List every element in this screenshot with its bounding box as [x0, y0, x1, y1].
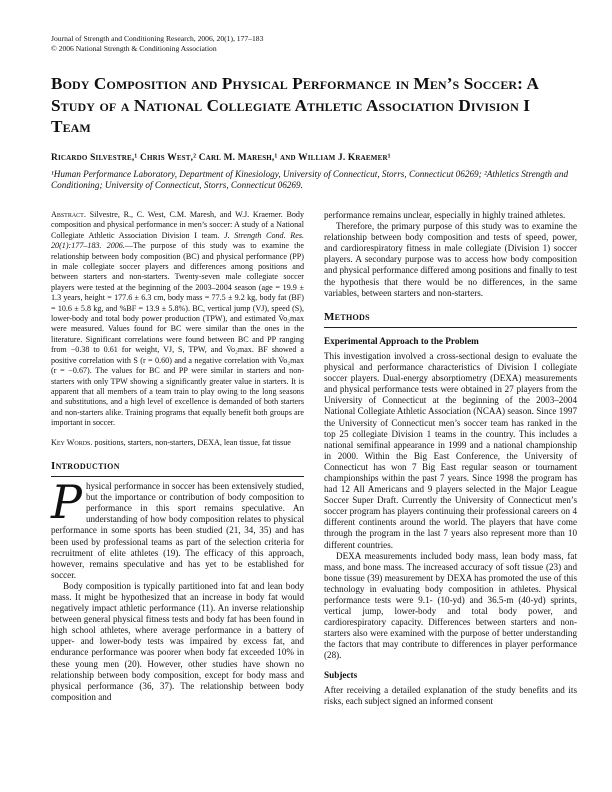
subjects-paragraph: After receiving a detailed explanation of the study benefits and its risks, each subject signed an informed consent [324, 684, 577, 706]
methods-paragraph-1: This investigation involved a cross-sectional design to evaluate the physical and performance characteristics of Division I collegiate soccer players. Dual-energy absorptiometry (DEXA) measurements and physical performance tests were obtained in 27 players from the University of Connecticut at the beginning of the 2003–2004 National Collegiate Athletic Association (NCAA) season. Since 1997 the University of Connecticut men’s soccer team has ranked in the top 25 collegiate Division 1 teams in the country. This includes a national semifinal appearance in 1999 and a national championship in 2000. Within the Big East Conference, the University of Connecticut has won 7 Big East regular season or tournament championships within the past 7 years. Since 1998 the program has had 12 All Americans and 9 players selected in the Major League Soccer Super Draft. Currently the University of Connecticut men’s soccer program has players continuing their professional careers on 4 different continents around the world. The players that have come through the program in the last 7 years also represent more than 10 different countries. [324, 350, 577, 550]
author-list: Ricardo Silvestre,¹ Chris West,² Carl M. Maresh,¹ and William J. Kraemer¹ [51, 153, 391, 163]
copyright-line: © 2006 National Strength & Conditioning Association [51, 44, 217, 53]
intro-paragraph-2: Body composition is typically partitioned into fat and lean body mass. It might be hypothesized that an increase in body fat would negatively impact athletic performance (11). An inverse relationship between general physical fitness tests and body fat has been found in high school athletes, where average performance in a battery of upper- and lower-body tests was impaired by excess fat, and endurance performance was poorer when body fat exceeded 10% in these young men (20). However, other studies have shown no relationship between body composition, except for body mass and physical performance (36, 37). The relationship between body composition and [51, 580, 304, 702]
abstract [51, 210, 304, 429]
section-rule [324, 327, 577, 328]
abstract-text: —The purpose of this study was to examine the relationship between body composition (BC) and physical performance (PP) in male collegiate soccer players and differences among positions and between starters and non-starters. Twenty-seven male collegiate soccer players were tested at the beginning of the 2003–2004 season (age = 19.9 ± 1.3 years, height = 177.6 ± 6.3 cm, body mass = 77.5 ± 9.2 kg, body fat (BF) = 10.6 ± 5.8 kg, and %BF = 13.9 ± 5.8%). BC, vertical jump (VJ), speed (S), lower-body and total body power production (TPW), and estimated V̇o₂max were measured. Values found for BC were similar than the ones in the literature. Significant correlations were found between BC and PP ranging from −0.38 to 0.61 for weight, VJ, S, TPW, and V̇o₂max. BF showed a positive correlation with S (r = 0.60) and a negative correlation with V̇o₂max (r = −0.67). The values for BC and PP were similar in starters and non-starters with only TPW showing a significantly greater value in starters. It is apparent that all members of a team train to play owing to the long seasons and substitutions, and a high level of excellence is demanded of both starters and non-starters alike. Training programs that equally benefit both groups are important in soccer. [51, 241, 304, 428]
keywords-label: Key Words. [51, 437, 93, 447]
intro-paragraph-1 [51, 475, 304, 581]
intro-p1-text: hysical performance in soccer has been extensively studied, but the importance or contribution of body composition to performance in this sport remains speculative. An understanding of how body composition relates to physical performance in some sports has been studied (21, 34, 35) and has been used by professional teams as part of the selection criteria for recruitment of elite athletes (19). The efficacy of this approach, however, remains speculative and has yet to be established for soccer. [51, 481, 304, 580]
section-heading-introduction: Introduction [51, 459, 120, 472]
methods-paragraph-2: DEXA measurements included body mass, lean body mass, fat mass, and bone mass. The increased accuracy of soft tissue (23) and bone tissue (39) measurement by DEXA has promoted the use of this technology in evaluating body composition in athletes. Physical performance tests were 9.1- (10-yd) and 36.5-m (40-yd) sprints, vertical jump, lower-body and total body power, and cardiorespiratory capacity. Differences between starters and non-starters also were examined with the purpose of better understanding the factors that may contribute to differences in player performance (28). [324, 550, 577, 661]
abstract-authors-ref: Silvestre, R., C. West, C.M. Maresh, and W.J. Kraemer. Body composition and physical performance in men’s soccer: A study of a National Collegiate Athletic Association Division I team. [51, 210, 304, 240]
intro-paragraph-3: performance remains unclear, especially in highly trained athletes. [324, 210, 566, 220]
keywords [51, 438, 304, 448]
keywords-text: positions, starters, non-starters, DEXA, lean tissue, fat tissue [92, 437, 291, 447]
abstract-label: Abstract. [51, 210, 86, 219]
left-column [51, 210, 304, 703]
right-column [324, 210, 577, 707]
drop-cap: P [51, 475, 82, 530]
abstract-journal-ref: J. Strength Cond. Res. 20(1):177–183. 2006. [51, 230, 304, 251]
section-heading-methods: Methods [324, 310, 370, 323]
journal-citation: Journal of Strength and Conditioning Research, 2006, 20(1), 177–183 [51, 34, 264, 43]
subsection-heading-experimental-approach: Experimental Approach to the Problem [324, 335, 479, 346]
subsection-heading-subjects: Subjects [324, 669, 358, 680]
affiliations: ¹Human Performance Laboratory, Department of Kinesiology, University of Connecticut, Storrs, Connecticut 06269; ²Athletics Strength and Conditioning; University of Connecticut, Storrs, Connecticut 06269. [51, 169, 569, 190]
section-rule [51, 476, 304, 477]
paper-title: Body Composition and Physical Performance in Men’s Soccer: A Study of a National Collegiate Athletic Association Division I Team [51, 74, 539, 136]
journal-header [51, 34, 263, 54]
intro-paragraph-4: Therefore, the primary purpose of this study was to examine the relationship between body composition and tests of speed, power, and cardiorespiratory fitness in male collegiate (Division 1) soccer players. A secondary purpose was to access how body composition and physical performance differed among positions and finally to test the hypothesis that there would be no differences, in the same variables, between starters and non-starters. [324, 221, 577, 298]
